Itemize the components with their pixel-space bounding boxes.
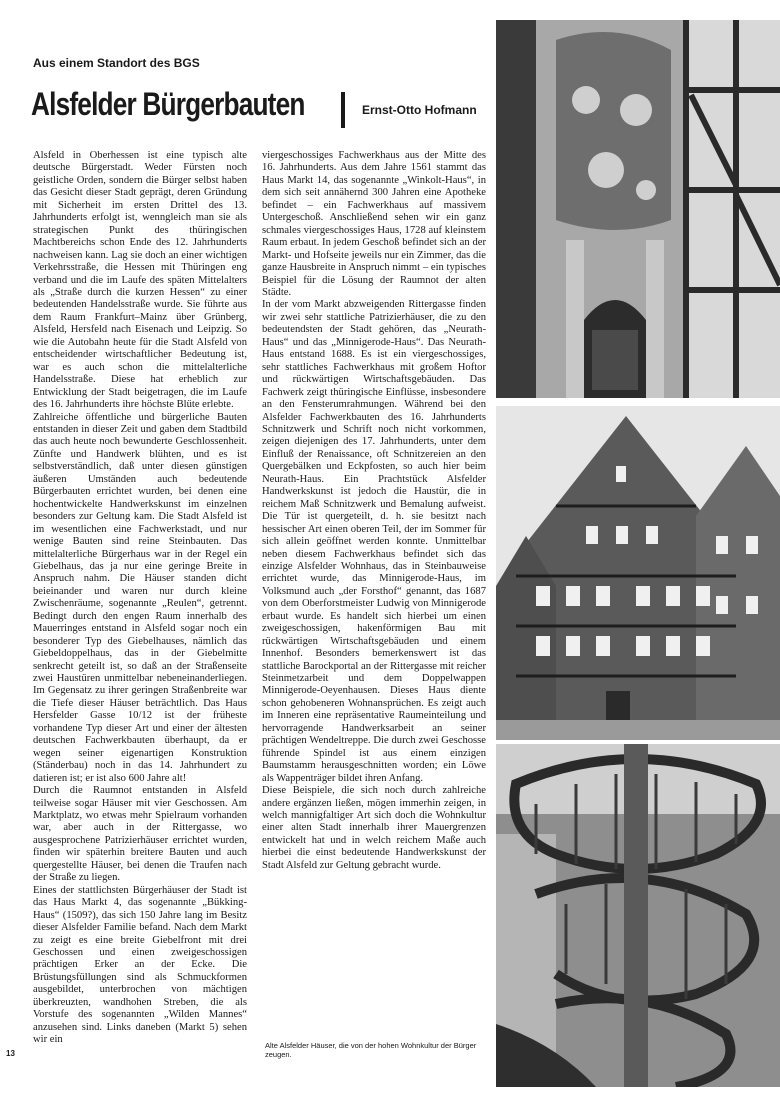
paragraph: Eines der stattlichsten Bürgerhäuser der Stadt ist das Haus Markt 4, das sogenannte „Bükking-Haus“ (1509?), das sich 150 Jahre lang im Besitz dieser Alsfelder Familie befand. Nach dem Markt zu zeigt es eine breite Giebelfront mit drei Geschossen und einen zweigeschossigen prächtigen Erker an der Ecke. Die Brüstungsfüllungen sind als Schmuckformen ausgebildet, unterbrochen von mächtigen überkreuzten, wandhohen Streben, die als Vorstufe des sogenannten „Wilden Mannes“ anzusehen sind. Links daneben (Markt 5) sehen wir ein (33, 884, 247, 1046)
paragraph: Zahlreiche öffentliche und bürgerliche Bauten entstanden in dieser Zeit und gaben dem Stadtbild das auch heute noch bewunderte Geschlossenheit. Zünfte und Handwerk blühten, und es ist selbstverständlich, daß unter diesen günstigen äußeren Umständen auch bedeutende Bürgerbauten errichtet wurden, bei denen eine hochentwickelte Handwerkskunst im einzelnen besonders zur Geltung kam. Die Stadt Alsfeld ist im wesentlichen eine Fachwerkstadt, und nur wenige Bauten sind reine Steinbauten. Das mittelalterliche Bürgerhaus war in der Regel ein Giebelhaus, das ja nur eine geringe Breite in Anspruch nahm. Die Häuser standen dicht beieinander und waren nur durch kleine Zwischenräume, sogenannte „Reulen“, getrennt. Bedingt durch den engen Raum innerhalb des Mauerringes entstand in Alsfeld sogar noch ein besonderer Typ des Giebelhauses, nämlich das Giebeldoppelhaus, das in der Giebelmitte senkrecht geteilt ist, so daß an der Straßenseite zwei Haustüren unmittelbar nebeneinanderliegen. Im Gegensatz zu ihrer geringen Straßenbreite war die Tiefe dieser Häuser beträchtlich. Das Haus Hersfelder Gasse 10/12 ist der früheste vorhandene Typ dieser Art und einer der ältesten deutschen Fachwerkbauten überhaupt, da er wegen seiner eigenartigen Konstruktion (Ständerbau) noch in das 14. Jahrhundert zu datieren ist; er ist also 600 Jahre alt! (33, 411, 247, 784)
text-column-right (262, 150, 486, 872)
text-column-left (33, 150, 247, 1047)
page-number: 13 (6, 1049, 15, 1058)
paragraph: Diese Beispiele, die sich noch durch zahlreiche andere ergänzen ließen, mögen immerhin zeigen, in welch mannigfaltiger Art sich doch die Wohnkultur einer alten Stadt innerhalb ihrer Mauergrenzen entwickelt hat und in welch reichem Maße auch hierbei die einst bedeutende Handwerkskunst der Stadt Alsfeld zur Geltung gebracht wurde. (262, 785, 486, 871)
paragraph: In der vom Markt abzweigenden Rittergasse finden wir zwei sehr stattliche Patrizierhäuser, die zu den bedeutendsten der Stadt gehören, das „Neurath-Haus“ und das „Minnigerode-Haus“. Das Neurath-Haus entstand 1688. Es ist ein viergeschossiges, sehr stattliches Fachwerkhaus mit großem Hoftor und rückwärtigen Wirtschaftsgebäuden. Das Fachwerk zeigt thüringische Einflüsse, insbesondere an den Fensterumrahmungen. Während bei den Alsfelder Fachwerkbauten des 16. Jahrhunderts Schnitzwerk und Schrift noch nicht vorkommen, zeigen diejenigen des 17. Jahrhunderts, unter dem Einfluß der Renaissance, oft Schnitzereien an den Quergebälken und Eckpfosten, so auch hier beim Neurath-Haus. Ein Prachtstück Alsfelder Handwerkskunst ist jedoch die Haustür, die in reichem Maß Schnitzwerk und Bemalung aufweist. Die Tür ist quergeteilt, d. h. sie besitzt nach hessischer Art einen oberen Teil, der im Sommer für sich allein geöffnet werden konnte. Unmittelbar neben diesem Fachwerkhaus befindet sich das einzige Alsfelder Wohnhaus, das in Steinbauweise errichtet wurde, das Minnigerode-Haus, im Volksmund auch „der Forsthof“ genannt, das 1687 von dem Oberforstmeister Ludwig von Minnigerode erbaut wurde. Es handelt sich hierbei um einen zweigeschossigen, hakenförmigen Bau mit rückwärtigen Wirtschaftsgebäuden und einem Innenhof. Besonders bemerkenswert ist das stattliche Barockportal an der Rittergasse mit reicher Steinmetzarbeit und dem Doppelwappen Minnigerode-Oeyenhausen. Dieses Haus diente schon gehobeneren Wohnansprüchen. Es zeigt auch im Inneren eine repräsentative Raumeinteilung und hervorragende Handwerksarbeit an seiner prächtigen Wendeltreppe. Die durch zwei Geschosse führende Spindel ist aus einem einzigen Baumstamm herausgeschnitten worden; ein Löwe als Wappenträger bildet ihren Anfang. (262, 299, 486, 784)
paragraph: Durch die Raumnot entstanden in Alsfeld teilweise sogar Häuser mit vier Geschossen. Am Marktplatz, wo etwas mehr Spielraum vorhanden war, aber auch in der Rittergasse, wo ausgesprochene Patrizierhäuser errichtet wurden, finden wir späterhin breitere Bauten und auch quergestellte Häuser, bei denen die Traufen nach der Straße zu liegen. (33, 785, 247, 884)
photo-caption: Alte Alsfelder Häuser, die von der hohen Wohnkultur der Bürger zeugen. (265, 1041, 477, 1059)
kicker: Aus einem Standort des BGS (33, 56, 200, 70)
article-title: Alsfelder Bürgerbauten (31, 86, 305, 122)
photo-spiral-staircase (496, 744, 780, 1087)
paragraph: Alsfeld in Oberhessen ist eine typisch alte deutsche Bürgerstadt. Weder Fürsten noch geistliche Orden, sondern die Bürger selbst haben das Gesicht dieser Stadt geprägt, deren Gründung mit Sicherheit im ersten Drittel des 13. Jahrhunderts erfolgt ist, wenngleich man sie als strategischen Punkt des thüringischen Machtbereichs schon Ende des 12. Jahrhunderts nachweisen kann. Lag sie doch an einer wichtigen Verkehrsstraße, die Hessen mit Thüringen eng verband und die im Laufe des späten Mittelalters als „Straße durch die kurzen Hessen“ zu einer bedeutenden Handelsstraße wurde. Sie führte aus dem Raum Frankfurt–Mainz über Grünberg, Alsfeld, Hersfeld nach Eisenach und Leipzig. So wie die Autobahn heute für die Stadt Alsfeld von entscheidender wirtschaftlicher Bedeutung ist, war es auch schon die mittelalterliche Handelsstraße. Diese hat erheblich zur Entwicklung der Stadt beigetragen, die im Laufe des 16. Jahrhunderts ihre höchste Blüte erlebte. (33, 150, 247, 411)
photo-timber-houses (496, 406, 780, 740)
paragraph: viergeschossiges Fachwerkhaus aus der Mitte des 16. Jahrhunderts. Aus dem Jahre 1561 stammt das Haus Markt 14, das sogenannte „Winkolt-Haus“, in dem sich seit annähernd 300 Jahren eine Apotheke befindet – ein Fachwerkhaus auf massivem Untergeschoß. Anschließend sehen wir ein ganz schmales viergeschossiges Haus, 1728 auf kleinstem Raum erbaut. In jedem Geschoß befindet sich an der Markt- und Hofseite jeweils nur ein Zimmer, das die ganze Hausbreite in Anspruch nimmt – ein typisches Beispiel für die Lösung der Raumnot der alten Städte. (262, 150, 486, 298)
title-divider (341, 92, 345, 128)
author: Ernst-Otto Hofmann (362, 103, 477, 117)
photo-oriel-doorway (496, 20, 780, 398)
